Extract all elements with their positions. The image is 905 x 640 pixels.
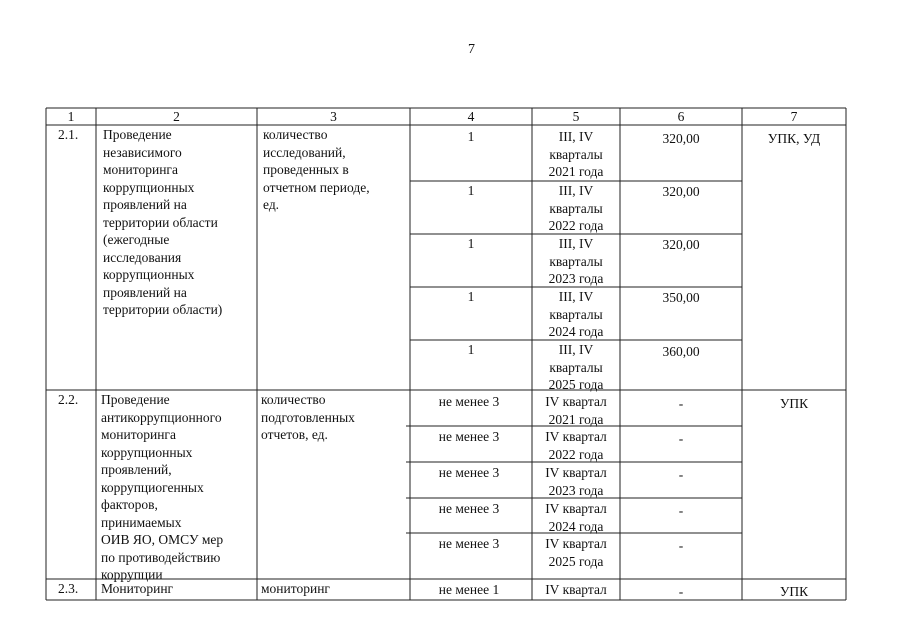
row-number: 2.2. — [58, 392, 79, 407]
cost: - — [678, 503, 684, 518]
indicator-text: количество исследований, проведенных в отчетном периоде, ед. — [263, 127, 370, 212]
target-value: не менее 1 — [438, 582, 500, 597]
term: IV квартал 2023 года — [545, 465, 607, 498]
target-value: 1 — [467, 183, 475, 198]
cost: - — [678, 584, 684, 599]
cost: - — [678, 396, 684, 411]
header-col-2: 2 — [173, 109, 180, 124]
term: IV квартал 2024 года — [545, 501, 607, 534]
term: III, IV кварталы 2022 года — [548, 183, 604, 233]
header-col-6: 6 — [677, 109, 685, 124]
executor: УПК, УД — [767, 131, 821, 146]
cost: - — [678, 431, 684, 446]
target-value: 1 — [467, 129, 475, 144]
indicator-text: количество подготовленных отчетов, ед. — [261, 392, 355, 442]
term: III, IV кварталы 2021 года — [548, 129, 604, 179]
target-value: 1 — [467, 236, 475, 251]
cost: 320,00 — [662, 237, 700, 252]
term: IV квартал 2025 года — [545, 536, 607, 569]
cost: 350,00 — [662, 290, 700, 305]
activity-text: Мониторинг — [101, 581, 174, 596]
header-col-4: 4 — [467, 109, 475, 124]
target-value: 1 — [467, 342, 475, 357]
target-value: не менее 3 — [438, 465, 500, 480]
executor: УПК — [779, 584, 809, 599]
target-value: не менее 3 — [438, 429, 500, 444]
term: IV квартал 2022 года — [545, 429, 607, 462]
executor: УПК — [779, 396, 809, 411]
cost: 360,00 — [662, 344, 700, 359]
header-col-7: 7 — [790, 109, 798, 124]
activity-text: Проведение антикоррупционного мониторинга коррупционных проявлений, коррупциогенных факторов, принимаемых ОИВ ЯО, ОМСУ мер по противодействию коррупции — [101, 392, 224, 582]
cost: - — [678, 538, 684, 553]
term: IV квартал 2021 года — [545, 394, 607, 427]
term: III, IV кварталы 2024 года — [548, 289, 604, 339]
term: IV квартал — [545, 582, 607, 597]
row-number: 2.1. — [58, 127, 79, 142]
header-col-3: 3 — [330, 109, 337, 124]
cost: - — [678, 467, 684, 482]
page-number: 7 — [468, 42, 475, 57]
row-number: 2.3. — [58, 581, 79, 596]
activity-text: Проведение независимого мониторинга коррупционных проявлений на территории области (ежегодные исследования коррупционных проявлений на территории области) — [103, 127, 223, 317]
indicator-text: мониторинг — [261, 581, 330, 596]
target-value: не менее 3 — [438, 501, 500, 516]
header-col-1: 1 — [67, 109, 75, 124]
term: III, IV кварталы 2023 года — [548, 236, 604, 286]
header-col-5: 5 — [572, 109, 580, 124]
target-value: не менее 3 — [438, 394, 500, 409]
cost: 320,00 — [662, 131, 700, 146]
term: III, IV кварталы 2025 года — [548, 342, 604, 392]
cost: 320,00 — [662, 184, 700, 199]
target-value: 1 — [467, 289, 475, 304]
target-value: не менее 3 — [438, 536, 500, 551]
